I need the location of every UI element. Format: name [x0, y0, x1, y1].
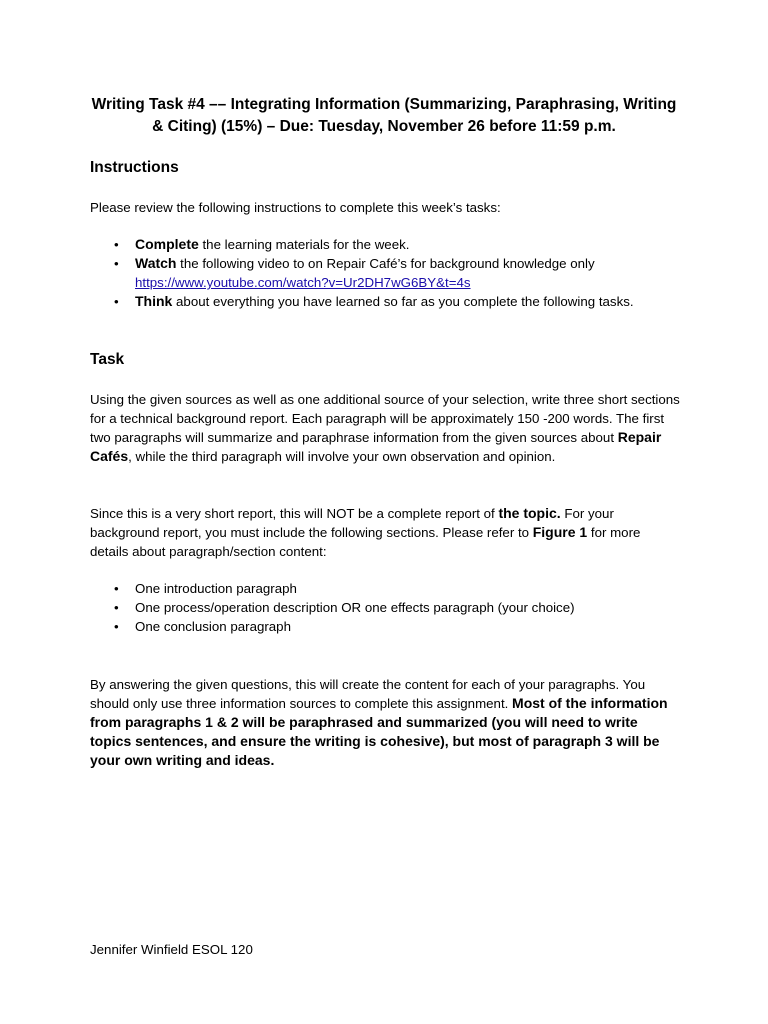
- text-run-bold: Repair Cafés: [90, 429, 662, 464]
- task-paragraph-2: [90, 504, 680, 561]
- text-run: For your background report, you must include the following sections. Please refer to: [90, 506, 614, 540]
- text-run: Since this is a very short report, this will NOT be a complete report of: [90, 506, 499, 521]
- list-item: [90, 254, 690, 292]
- text-run: for more details about paragraph/section content:: [90, 525, 641, 559]
- bullet-icon: •: [114, 237, 119, 252]
- bullet-icon: •: [114, 581, 119, 596]
- page-footer: Jennifer Winfield ESOL 120: [90, 942, 253, 957]
- text-run-bold: Figure 1: [532, 524, 588, 540]
- bullet-icon: •: [114, 294, 119, 309]
- title-line-1: Writing Task #4 –– Integrating Information (Summarizing, Paraphrasing, Writing: [91, 96, 677, 113]
- sections-list: [90, 579, 690, 636]
- task-paragraph-1: [90, 390, 680, 466]
- instructions-list: [90, 235, 690, 311]
- list-item: [90, 235, 690, 254]
- instructions-intro: Please review the following instructions to complete this week’s tasks:: [90, 200, 501, 215]
- document-title: [70, 94, 698, 138]
- list-item: [90, 617, 690, 636]
- list-item: [90, 598, 690, 617]
- text-run-bold: the topic.: [498, 505, 561, 521]
- bullet-icon: •: [114, 619, 119, 634]
- task-heading: Task: [90, 351, 125, 368]
- title-line-2: & Citing) (15%) – Due: Tuesday, November 26 before 11:59 p.m.: [152, 118, 616, 135]
- text-run: By answering the given questions, this will create the content for each of your paragraphs. You should only use three information sources to complete this assignment.: [90, 677, 646, 711]
- bullet-bold: Complete: [135, 236, 199, 252]
- bullet-bold: Watch: [135, 255, 177, 271]
- bullet-text: the learning materials for the week.: [198, 237, 410, 252]
- bullet-icon: •: [114, 256, 119, 271]
- video-link[interactable]: https://www.youtube.com/watch?v=Ur2DH7wG6BY&t=4s: [135, 275, 471, 290]
- list-item: [90, 292, 690, 311]
- bullet-bold: Think: [135, 293, 173, 309]
- bullet-icon: •: [114, 600, 119, 615]
- section-item: One introduction paragraph: [135, 581, 297, 596]
- section-item: One conclusion paragraph: [135, 619, 291, 634]
- list-item: [90, 579, 690, 598]
- instructions-heading: Instructions: [90, 159, 179, 176]
- bullet-text: the following video to on Repair Café’s for background knowledge only: [176, 256, 595, 271]
- text-run-bold: Most of the information from paragraphs 1 & 2 will be paraphrased and summarized (you will need to write topics sentences, and ensure the writing is cohesive), but most of paragraph 3 will be your own writing and ideas.: [90, 695, 668, 768]
- text-run: , while the third paragraph will involve your own observation and opinion.: [128, 449, 556, 464]
- bullet-text: about everything you have learned so far as you complete the following tasks.: [172, 294, 634, 309]
- task-paragraph-3: [90, 675, 680, 770]
- text-run: Using the given sources as well as one additional source of your selection, write three short sections for a technical background report. Each paragraph will be approximately 150 -200 words. The first two paragraphs will summarize and paraphrase information from the given sources about: [90, 392, 680, 445]
- section-item: One process/operation description OR one effects paragraph (your choice): [135, 600, 575, 615]
